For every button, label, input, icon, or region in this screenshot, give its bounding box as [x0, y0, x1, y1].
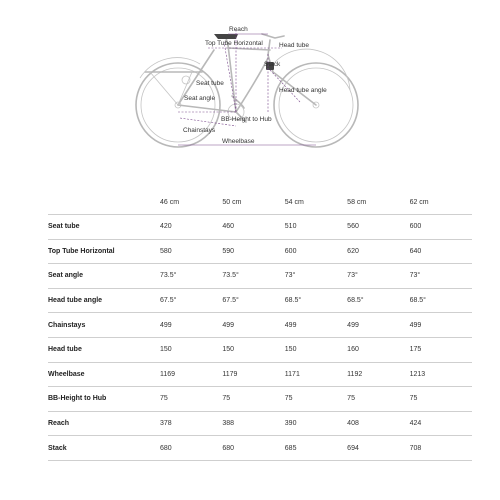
row-label: Head tube — [48, 346, 82, 354]
row-value: 75 — [160, 395, 168, 403]
row-value: 499 — [409, 321, 422, 329]
row-value: 499 — [284, 321, 297, 329]
row-value: 73° — [409, 272, 421, 280]
row-value: 420 — [160, 223, 172, 231]
table-header-size: 46 cm — [160, 190, 222, 215]
row-value: 424 — [409, 420, 422, 428]
label-chainstays: Chainstays — [183, 127, 216, 134]
label-head-tube: Head tube — [279, 42, 309, 49]
row-value: 600 — [284, 247, 297, 255]
table-header-size: 62 cm — [410, 190, 472, 215]
table-row — [48, 288, 472, 313]
row-value: 708 — [409, 444, 422, 452]
row-label: Reach — [48, 420, 70, 428]
row-value: 150 — [222, 346, 235, 354]
row-value: 680 — [222, 444, 235, 452]
row-value: 685 — [284, 444, 297, 452]
table-header-row — [48, 190, 472, 215]
row-value: 640 — [409, 247, 422, 255]
row-label: Wheelbase — [48, 370, 85, 378]
label-reach: Reach — [229, 26, 248, 33]
table-row — [48, 436, 472, 461]
row-value: 150 — [160, 346, 172, 354]
row-value: 388 — [222, 420, 235, 428]
row-value: 75 — [409, 395, 418, 403]
label-seat-angle: Seat angle — [184, 95, 216, 102]
row-value: 680 — [160, 444, 172, 452]
row-value: 73° — [347, 272, 358, 280]
row-value: 175 — [409, 346, 422, 354]
row-value: 390 — [284, 420, 297, 428]
row-value: 600 — [409, 223, 422, 231]
row-value: 1213 — [409, 370, 426, 378]
label-top-tube-horizontal: Top Tube Horizontal — [205, 40, 263, 47]
row-value: 694 — [347, 444, 359, 452]
row-value: 67.5° — [160, 297, 177, 305]
geometry-table — [48, 190, 472, 461]
row-label: Seat tube — [48, 223, 80, 231]
table-row — [48, 411, 472, 436]
row-label: Head tube angle — [48, 297, 103, 305]
table-header-size: 54 cm — [285, 190, 347, 215]
table-row — [48, 337, 472, 362]
row-value: 1179 — [222, 370, 238, 378]
label-seat-tube: Seat tube — [196, 80, 224, 87]
label-bb-height: BB-Height to Hub — [221, 116, 272, 123]
row-value: 408 — [347, 420, 359, 428]
table-row — [48, 362, 472, 387]
table-header-corner — [48, 190, 160, 215]
row-value: 1171 — [284, 370, 300, 378]
row-value: 560 — [347, 223, 359, 231]
row-value: 499 — [160, 321, 172, 329]
table-header-size: 58 cm — [347, 190, 409, 215]
row-value: 68.5° — [284, 297, 302, 305]
row-value: 75 — [347, 395, 355, 403]
row-label: Chainstays — [48, 321, 86, 329]
row-value: 68.5° — [409, 297, 426, 305]
row-value: 590 — [222, 247, 235, 255]
row-label: BB-Height to Hub — [48, 395, 107, 403]
row-value: 460 — [222, 223, 235, 231]
row-label: Stack — [48, 444, 67, 452]
table-row — [48, 239, 472, 264]
row-value: 510 — [284, 223, 297, 231]
bike-geometry-diagram — [0, 0, 500, 170]
row-value: 150 — [284, 346, 297, 354]
row-value: 499 — [222, 321, 235, 329]
row-value: 68.5° — [347, 297, 364, 305]
row-value: 73.5° — [222, 272, 239, 280]
row-value: 73.5° — [160, 272, 177, 280]
row-value: 1169 — [160, 370, 176, 378]
row-value: 499 — [347, 321, 359, 329]
label-wheelbase: Wheelbase — [222, 138, 255, 145]
row-value: 160 — [347, 346, 359, 354]
table-row — [48, 215, 472, 240]
table-row — [48, 313, 472, 338]
row-value: 580 — [160, 247, 172, 255]
row-value: 378 — [160, 420, 172, 428]
table-row — [48, 387, 472, 412]
row-value: 67.5° — [222, 297, 239, 305]
table-row — [48, 264, 472, 289]
row-value: 73° — [284, 272, 296, 280]
row-label: Top Tube Horizontal — [48, 247, 115, 255]
label-head-tube-angle: Head tube angle — [279, 87, 327, 94]
table-header-size: 50 cm — [222, 190, 284, 215]
label-stack: Stack — [264, 61, 281, 68]
row-value: 1192 — [347, 370, 363, 378]
row-value: 75 — [284, 395, 293, 403]
row-label: Seat angle — [48, 272, 84, 280]
row-value: 620 — [347, 247, 359, 255]
row-value: 75 — [222, 395, 231, 403]
